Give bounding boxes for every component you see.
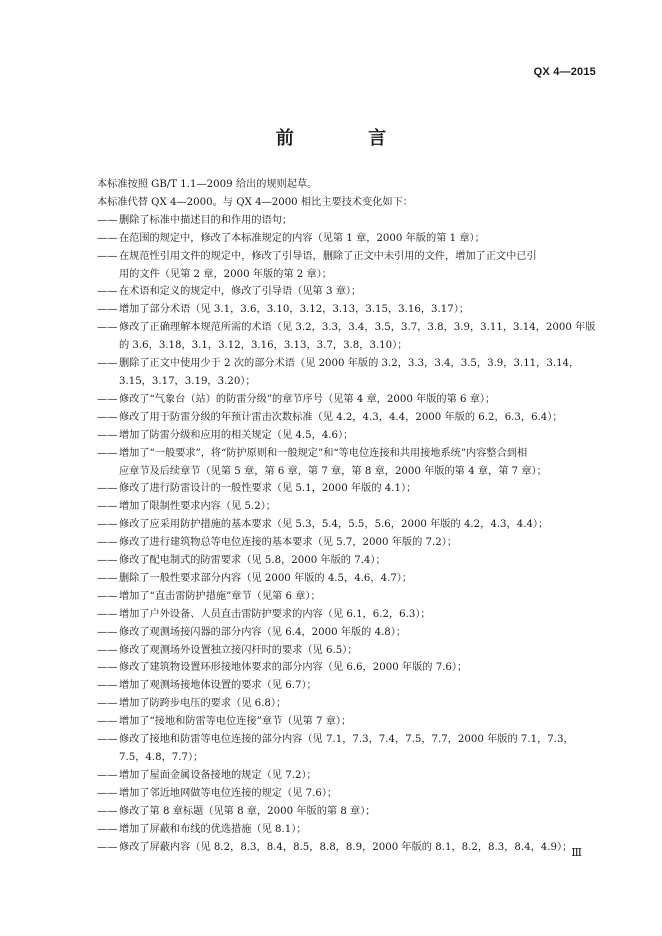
- change-item: [97, 355, 589, 391]
- change-text-line: 7.5，4.8，7.7）；: [119, 752, 204, 763]
- change-text-line: 修改了观测场接闪器的部分内容（见 6.4，2000 年版的 4.8）；: [119, 626, 407, 638]
- change-text: [119, 767, 589, 785]
- list-dash: ——: [97, 841, 118, 853]
- list-dash: ——: [97, 590, 118, 602]
- change-item: [97, 821, 589, 839]
- list-dash: ——: [97, 429, 118, 441]
- change-item: [97, 480, 589, 498]
- change-text: [119, 248, 589, 284]
- list-dash: ——: [97, 501, 118, 513]
- change-item: [97, 427, 589, 445]
- change-item: [97, 516, 589, 534]
- list-dash: ——: [97, 769, 118, 781]
- change-text: [119, 839, 589, 857]
- change-text: [119, 821, 589, 839]
- change-text-line: 在范围的规定中，修改了本标准规定的内容（见第 1 章，2000 年版的第 1 章）；: [119, 232, 485, 244]
- change-text: [119, 624, 589, 642]
- list-dash: ——: [97, 680, 118, 692]
- list-dash: ——: [97, 805, 118, 817]
- change-text: [119, 480, 589, 498]
- change-text-line: 修改了应采用防护措施的基本要求（见 5.3，5.4，5.5，5.6，2000 年版的 4.2，4.3，4.4）；: [119, 519, 549, 531]
- change-text: [119, 516, 589, 534]
- change-text-line: 增加了“接地和防雷等电位连接”章节（见第 7 章）；: [119, 716, 352, 728]
- change-item: [97, 713, 589, 731]
- change-text-line: 的 3.6，3.18，3.1，3.12，3.16，3.13，3.7，3.8，3.10）；: [119, 340, 408, 352]
- change-text: [119, 212, 589, 230]
- list-dash: ——: [97, 214, 118, 226]
- change-text: [119, 498, 589, 516]
- change-item: [97, 391, 589, 409]
- list-dash: ——: [97, 322, 118, 334]
- change-text-line: 删除了正文中使用少于 2 次的部分术语（见 2000 年版的 3.2，3.3，3.4，3.5，3.9，3.11，3.14，: [119, 358, 580, 370]
- change-text-line: 修改了第 8 章标题（见第 8 章，2000 年版的第 8 章）；: [119, 805, 376, 817]
- change-text: [119, 409, 589, 427]
- list-dash: ——: [97, 519, 118, 531]
- change-text-line: 删除了一般性要求部分内容（见 2000 年版的 4.5，4.6，4.7）；: [119, 572, 413, 584]
- change-text-line: 修改了进行建筑物总等电位连接的基本要求（见 5.7，2000 年版的 7.2）；: [119, 537, 458, 549]
- change-text: [119, 677, 589, 695]
- list-dash: ——: [97, 787, 118, 799]
- change-text-line: 修改了配电制式的防雷要求（见 5.8，2000 年版的 7.4）；: [119, 555, 386, 567]
- change-text-line: 修改了进行防雷设计的一般性要求（见 5.1，2000 年版的 4.1）；: [119, 483, 417, 495]
- change-item: [97, 606, 589, 624]
- change-item: [97, 409, 589, 427]
- change-text-line: 增加了防雷分级和应用的相关规定（见 4.5，4.6）；: [119, 429, 354, 441]
- change-text: [119, 803, 589, 821]
- page-number: Ⅲ: [571, 846, 582, 859]
- list-dash: ——: [97, 555, 118, 567]
- change-text: [119, 588, 589, 606]
- change-text: [119, 606, 589, 624]
- change-text-line: 增加了“一般要求”，将“防护原则和一般规定”和“等电位连接和共用接地系统”内容整合到相: [119, 447, 528, 459]
- change-item: [97, 319, 596, 355]
- change-item: [97, 534, 589, 552]
- changes-list: [97, 212, 596, 857]
- list-dash: ——: [97, 411, 118, 423]
- body-text: [97, 176, 596, 856]
- change-text: [119, 570, 589, 588]
- list-dash: ——: [97, 823, 118, 835]
- change-item: [97, 839, 589, 857]
- change-text: [119, 534, 589, 552]
- change-item: [97, 624, 589, 642]
- change-item: [97, 570, 589, 588]
- change-text-line: 增加了防跨步电压的要求（见 6.8）；: [119, 698, 287, 710]
- change-text-line: 修改了用于防雷分级的年预计雷击次数标准（见 4.2，4.3，4.4，2000 年版的 6.2，6.3，6.4）；: [119, 411, 563, 423]
- list-dash: ——: [97, 232, 118, 244]
- change-item: [97, 552, 589, 570]
- change-text: [119, 659, 589, 677]
- change-text: [119, 391, 589, 409]
- change-item: [97, 695, 589, 713]
- change-text: [119, 427, 589, 445]
- change-item: [97, 283, 589, 301]
- intro-line: 本标准按照 GB/T 1.1—2009 给出的规则起草。: [97, 179, 318, 190]
- change-text-line: 删除了标准中描述目的和作用的语句；: [119, 214, 293, 226]
- change-text: [119, 713, 589, 731]
- list-dash: ——: [97, 483, 118, 495]
- change-text: [119, 552, 589, 570]
- intro-line: 本标准代替 QX 4—2000。与 QX 4—2000 相比主要技术变化如下：: [97, 196, 413, 208]
- change-item: [97, 785, 589, 803]
- change-text-line: 用的文件（见第 2 章，2000 年版的第 2 章）；: [119, 268, 332, 280]
- change-item: [97, 659, 589, 677]
- change-text-line: 在规范性引用文件的规定中，修改了引导语，删除了正文中未引用的文件，增加了正文中已引: [119, 250, 537, 262]
- list-dash: ——: [97, 626, 118, 638]
- change-text: [119, 642, 589, 660]
- list-dash: ——: [97, 734, 118, 746]
- change-item: [97, 677, 589, 695]
- list-dash: ——: [97, 358, 118, 370]
- list-dash: ——: [97, 447, 118, 459]
- change-text-line: 在术语和定义的规定中，修改了引导语（见第 3 章）；: [119, 286, 362, 298]
- change-text-line: 增加了部分术语（见 3.1，3.6，3.10，3.12，3.13，3.15，3.16，3.17）；: [119, 304, 470, 316]
- change-text: [119, 695, 589, 713]
- list-dash: ——: [97, 304, 118, 316]
- change-text-line: 修改了接地和防雷等电位连接的部分内容（见 7.1，7.3，7.4，7.5，7.7，2000 年版的 7.1，7.3，: [119, 734, 574, 746]
- change-item: [97, 445, 589, 481]
- change-text-line: 应章节及后续章节（见第 5 章，第 6 章，第 7 章，第 8 章，2000 年版的第 4 章，第 7 章）；: [119, 465, 547, 477]
- change-item: [97, 498, 589, 516]
- page-title: 前 言: [275, 128, 421, 149]
- change-item: [97, 301, 589, 319]
- change-text: [119, 230, 589, 248]
- list-dash: ——: [97, 662, 118, 674]
- change-text-line: 增加了户外设备、人员直击雷防护要求的内容（见 6.1，6.2，6.3）；: [119, 608, 431, 620]
- change-text-line: 增加了“直击雷防护措施”章节（见第 6 章）；: [119, 590, 321, 602]
- change-text: [119, 445, 589, 481]
- change-item: [97, 731, 589, 767]
- change-text: [119, 319, 595, 355]
- change-item: [97, 230, 589, 248]
- change-text-line: 增加了观测场接地体设置的要求（见 6.7）；: [119, 680, 317, 692]
- change-text-line: 修改了“气象台（站）的防雷分级”的章节序号（见第 4 章，2000 年版的第 6 章）；: [119, 393, 496, 405]
- list-dash: ——: [97, 644, 118, 656]
- change-text: [119, 785, 589, 803]
- change-text-line: 增加了邻近地网做等电位连接的规定（见 7.6）；: [119, 787, 338, 799]
- change-item: [97, 803, 589, 821]
- list-dash: ——: [97, 286, 118, 298]
- list-dash: ——: [97, 250, 118, 262]
- change-text-line: 修改了建筑物设置环形接地体要求的部分内容（见 6.6，2000 年版的 7.6）；: [119, 662, 468, 674]
- change-text-line: 修改了观测场外设置独立接闪杆时的要求（见 6.5）；: [119, 644, 358, 656]
- change-text: [119, 283, 589, 301]
- change-text: [119, 731, 589, 767]
- change-text: [119, 355, 589, 391]
- document-code: QX 4—2015: [533, 66, 596, 78]
- list-dash: ——: [97, 716, 118, 728]
- change-item: [97, 248, 589, 284]
- change-text-line: 增加了屋面金属设备接地的规定（见 7.2）；: [119, 769, 317, 781]
- change-item: [97, 642, 589, 660]
- change-item: [97, 588, 589, 606]
- change-text: [119, 301, 589, 319]
- change-text-line: 增加了限制性要求内容（见 5.2）；: [119, 501, 276, 513]
- change-item: [97, 212, 589, 230]
- change-item: [97, 767, 589, 785]
- list-dash: ——: [97, 608, 118, 620]
- change-text-line: 增加了屏蔽和布线的优选措施（见 8.1）；: [119, 823, 307, 835]
- list-dash: ——: [97, 537, 118, 549]
- list-dash: ——: [97, 393, 118, 405]
- change-text-line: 修改了屏蔽内容（见 8.2，8.3，8.4，8.5，8.8，8.9，2000 年版的 8.1，8.2，8.3，8.4，4.9）；: [119, 841, 573, 853]
- list-dash: ——: [97, 572, 118, 584]
- change-text-line: 修改了正确理解本规范所需的术语（见 3.2，3.3，3.4，3.5，3.7，3.8，3.9，3.11，3.14，2000 年版: [119, 322, 596, 334]
- list-dash: ——: [97, 698, 118, 710]
- change-text-line: 3.15，3.17，3.19，3.20）；: [119, 375, 256, 387]
